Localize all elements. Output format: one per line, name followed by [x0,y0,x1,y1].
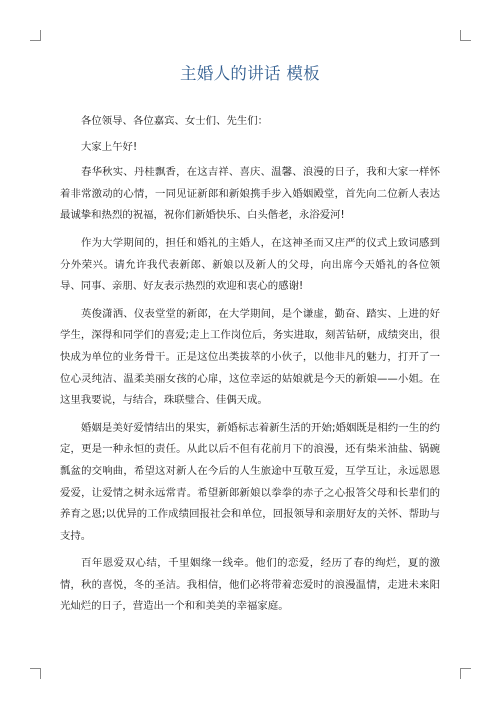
document-title: 主婚人的讲话 模板 [180,64,320,83]
body-paragraph: 英俊潇洒、仪表堂堂的新郎，在大学期间，是个谦虚，勤奋、踏实、上进的好学生，深得和同学们的喜爱;走上工作岗位后，务实进取，刻苦钻研，成绩突出，很快成为单位的业务骨干。正是这位出类拔萃的小伙子，以他非凡的魅力，打开了一位心灵纯洁、温柔美丽女孩的心扉，这位幸运的姑娘就是今天的新娘——小姐。在这里我要说，与结合，珠联璧合、佳偶天成。 [60,307,440,407]
crop-mark-bottom-right [460,668,471,679]
greeting-paragraph: 大家上午好! [81,140,138,153]
crop-mark-top-left [30,30,41,41]
body-paragraph: 婚姻是美好爱情结出的果实，新婚标志着新生活的开始;婚姻既是相约一生的约定，更是一种永恒的责任。从此以后不但有花前月下的浪漫，还有柴米油盐、锅碗瓢盆的交响曲，希望这对新人在今后的人生旅途中互敬互爱，互学互让，永远恩恩爱爱，让爱情之树永远常青。希望新郎新娘以拳拳的赤子之心报答父母和长辈们的养育之恩;以优异的工作成绩回报社会和单位，回报领导和亲朋好友的关怀、帮助与支持。 [60,421,440,542]
document-body [60,111,440,624]
crop-mark-top-right [460,30,471,41]
crop-mark-bottom-left [30,668,41,679]
salutation-paragraph: 各位领导、各位嘉宾、女士们、先生们： [81,115,269,127]
body-paragraph: 作为大学期间的，担任和婚礼的主婚人，在这神圣而又庄严的仪式上致词感到分外荣兴。请允许我代表新郎、新娘以及新人的父母，向出席今天婚礼的各位领导、同事、亲朋、好友表示热烈的欢迎和衷心的感谢! [60,236,440,293]
body-paragraph: 春华秋实、丹桂飘香，在这吉祥、喜庆、温馨、浪漫的日子，我和大家一样怀着非常激动的心情，一同见证新郎和新娘携手步入婚姻殿堂，首先向二位新人表达最诚挚和热烈的祝福，祝你们新婚快乐、白头偕老，永浴爱河! [60,166,440,222]
body-paragraph: 百年恩爱双心结，千里姻缘一线牵。他们的恋爱，经历了春的绚烂，夏的激情，秋的喜悦，冬的圣洁。我相信，他们必将带着恋爱时的浪漫温情，走进未来阳光灿烂的日子，营造出一个和和美美的幸福家庭。 [60,557,440,613]
